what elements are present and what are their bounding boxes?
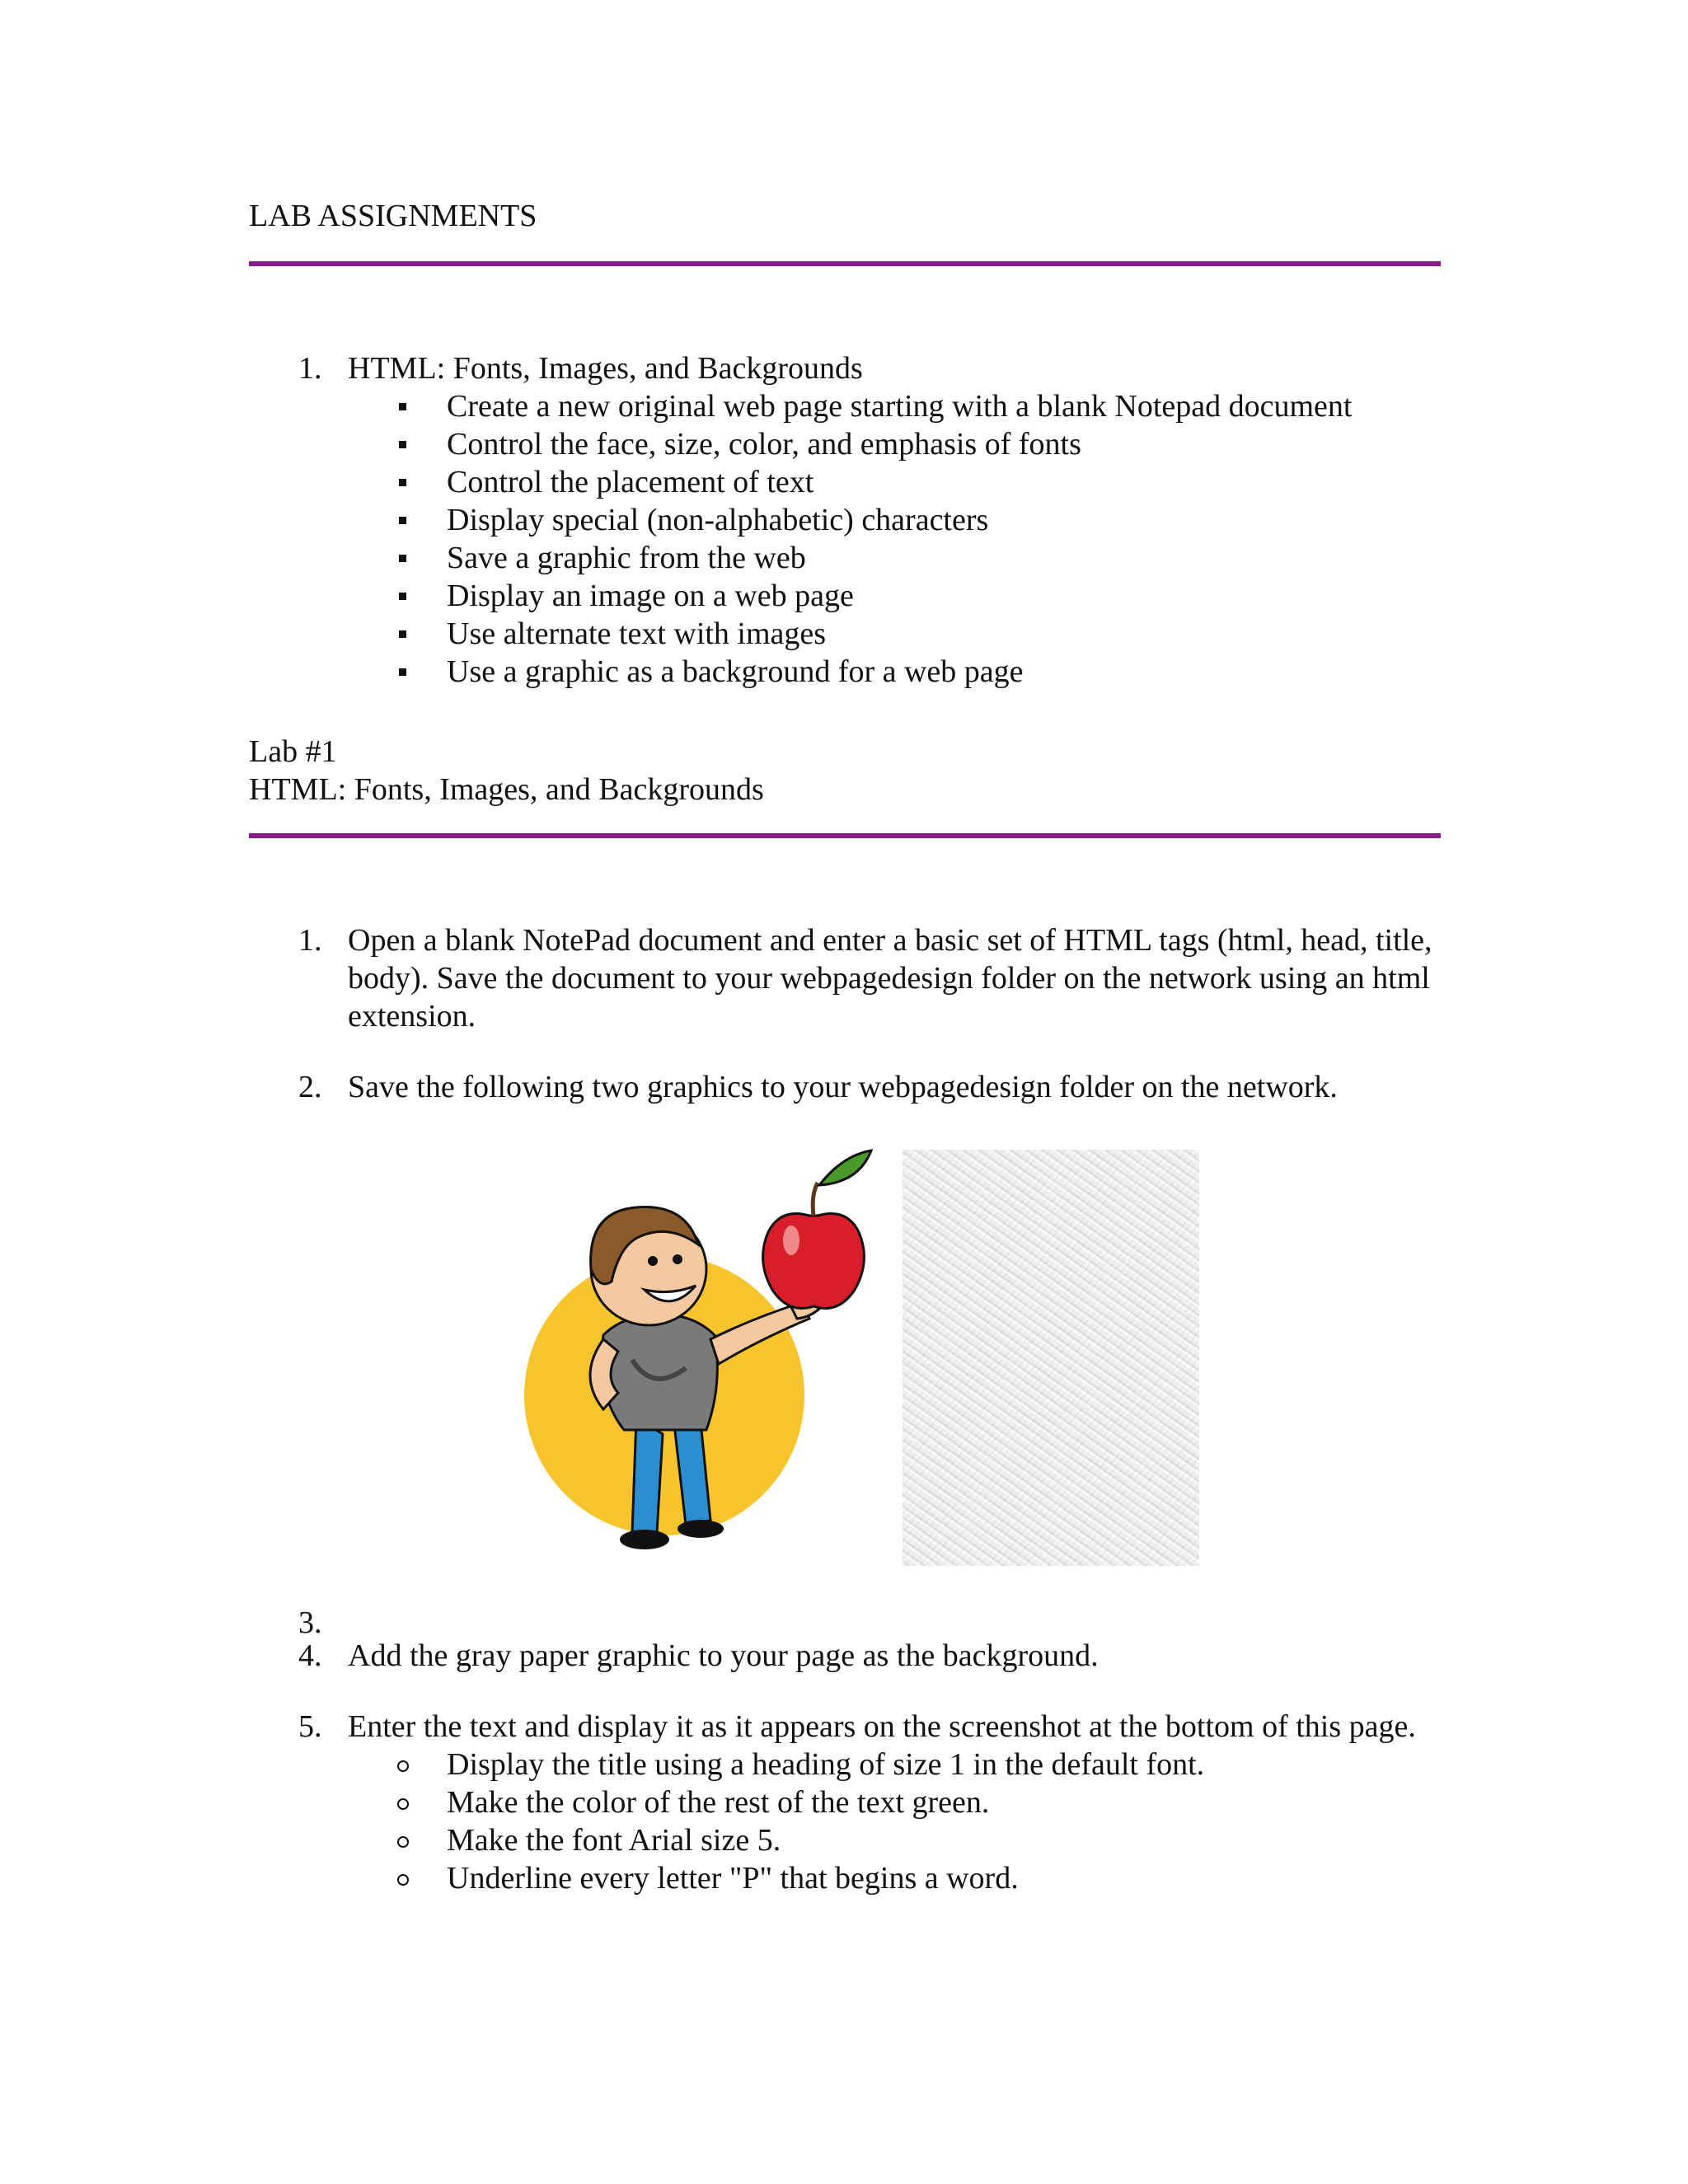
apple-leaf	[819, 1151, 871, 1185]
lab-label: Lab #1	[249, 734, 337, 769]
lab-rule	[249, 833, 1441, 838]
overview-number: 1.	[298, 351, 322, 386]
overview-bullet: Control the placement of text	[249, 463, 1352, 501]
overview-item	[249, 349, 1352, 387]
square-bullet-icon	[399, 403, 406, 410]
square-bullet-icon	[399, 555, 406, 562]
lab-title: HTML: Fonts, Images, and Backgrounds	[249, 772, 764, 807]
square-bullet-icon	[399, 668, 406, 676]
circle-bullet-icon	[397, 1798, 409, 1810]
overview-bullet: Display an image on a web page	[249, 577, 1352, 615]
document-page	[249, 0, 1444, 2184]
step-text: Save the following two graphics to your webpagedesign folder on the network.	[348, 1070, 1338, 1104]
square-bullet-icon	[399, 441, 406, 448]
step-item: 5. Enter the text and display it as it appears on the screenshot at the bottom of this page.	[298, 1709, 1416, 1744]
overview-bullet: Create a new original web page starting with a blank Notepad document	[249, 387, 1352, 425]
step-item: 4. Add the gray paper graphic to your page as the background.	[298, 1638, 1099, 1673]
heading-rule	[249, 261, 1441, 266]
step5-subitem: Make the color of the rest of the text green.	[249, 1783, 1436, 1821]
circle-bullet-icon	[397, 1874, 409, 1886]
square-bullet-icon	[399, 517, 406, 524]
page-heading: LAB ASSIGNMENTS	[249, 199, 537, 233]
overview-bullet: Use a graphic as a background for a web page	[249, 653, 1352, 691]
square-bullet-icon	[399, 630, 406, 638]
steps-list-bottom: 3. 4. Add the gray paper graphic to your page as the background. 5. Enter the text and display it as it appears on the screenshot at the bottom of this page. Display the title using a heading of size 1 in the default font. Make the color of the rest of the text green. Make the font Arial size 5. Underline every letter "P" that begins a word.	[249, 1604, 1436, 1897]
step-item: 1. Open a blank NotePad document and enter a basic set of HTML tags (html, head, title, body). Save the document to your webpagedesign folder on the network using an html extension.	[298, 923, 1432, 1033]
overview-bullet: Save a graphic from the web	[249, 539, 1352, 577]
overview-list	[249, 349, 1352, 691]
shirt	[602, 1315, 718, 1430]
gray-paper-image	[903, 1150, 1199, 1566]
step5-subitem: Make the font Arial size 5.	[249, 1821, 1436, 1859]
step5-subitem: Underline every letter "P" that begins a word.	[249, 1859, 1436, 1897]
step-text: Enter the text and display it as it appears on the screenshot at the bottom of this page.	[348, 1709, 1416, 1744]
step-text: Open a blank NotePad document and enter a basic set of HTML tags (html, head, title, body). Save the document to your webpagedesign folder on the network using an html extension.	[348, 923, 1432, 1033]
apple-stem	[813, 1183, 818, 1216]
step5-subitem: Display the title using a heading of size 1 in the default font.	[249, 1746, 1436, 1783]
overview-bullet: Use alternate text with images	[249, 615, 1352, 653]
overview-bullet: Display special (non-alphabetic) characters	[249, 501, 1352, 539]
circle-bullet-icon	[397, 1836, 409, 1848]
left-shoe	[620, 1530, 669, 1549]
circle-bullet-icon	[397, 1760, 409, 1772]
step-text: Add the gray paper graphic to your page as the background.	[348, 1638, 1099, 1673]
overview-title: HTML: Fonts, Images, and Backgrounds	[348, 351, 863, 386]
right-shoe	[678, 1520, 724, 1538]
overview-bullet: Control the face, size, color, and emphasis of fonts	[249, 425, 1352, 463]
apple	[763, 1214, 865, 1309]
square-bullet-icon	[399, 479, 406, 486]
steps-list-top	[249, 921, 1436, 1106]
square-bullet-icon	[399, 593, 406, 600]
step-item: 2. Save the following two graphics to your webpagedesign folder on the network.	[298, 1070, 1338, 1104]
